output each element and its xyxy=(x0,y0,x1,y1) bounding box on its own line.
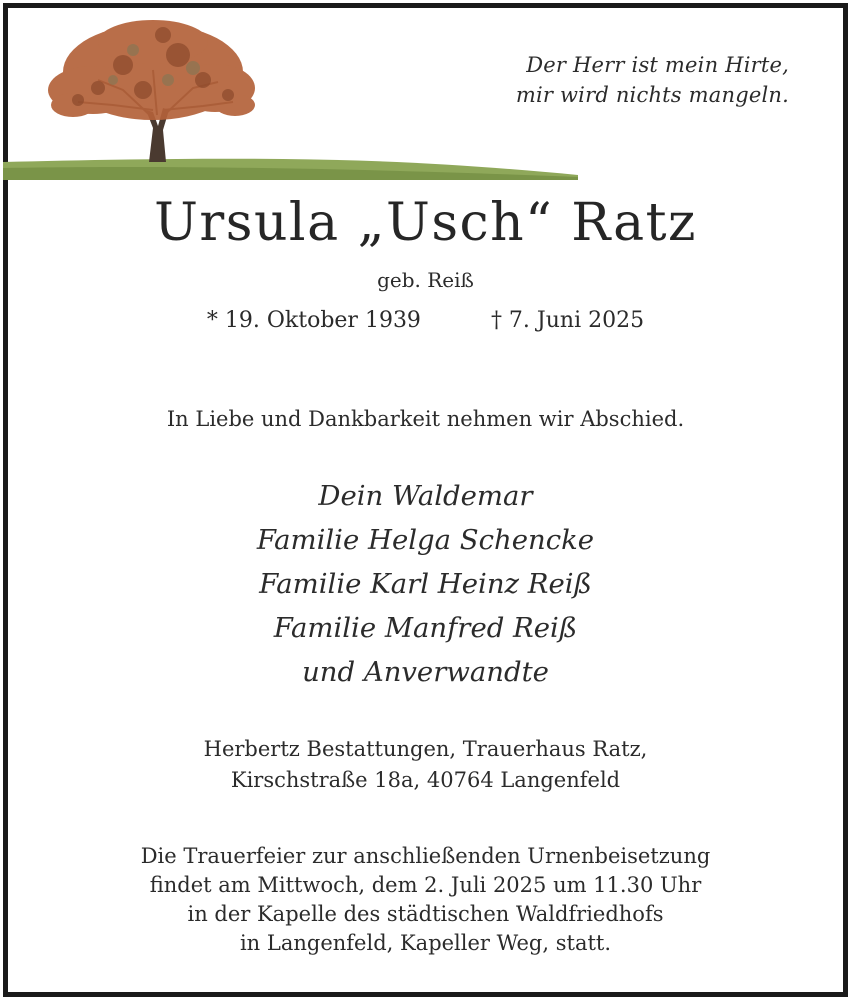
mourner-line: Familie Helga Schencke xyxy=(256,524,595,556)
ceremony-line: findet am Mittwoch, dem 2. Juli 2025 um 11.30 Uhr xyxy=(149,873,702,897)
mourner-line: Familie Manfred Reiß xyxy=(273,612,578,644)
mourner-line: Familie Karl Heinz Reiß xyxy=(259,568,592,600)
tree-on-hill-image xyxy=(3,10,578,180)
undertaker-address: Kirschstraße 18a, 40764 Langenfeld xyxy=(230,768,621,792)
death-date: † 7. Juni 2025 xyxy=(490,308,645,333)
maiden-name: geb. Reiß xyxy=(377,268,474,292)
life-dates xyxy=(0,308,851,333)
ceremony-line: Die Trauerfeier zur anschließenden Urnenbeisetzung xyxy=(140,844,711,868)
mourner-line: Dein Waldemar xyxy=(318,480,533,512)
ceremony-line: in Langenfeld, Kapeller Weg, statt. xyxy=(239,931,612,955)
undertaker-line: Herbertz Bestattungen, Trauerhaus Ratz, xyxy=(203,737,648,761)
birth-date: * 19. Oktober 1939 xyxy=(206,308,421,333)
mourners-list xyxy=(0,474,851,694)
bible-verse-line: mir wird nichts mangeln. xyxy=(515,83,789,107)
ceremony-line: in der Kapelle des städtischen Waldfriedhofs xyxy=(187,902,664,926)
bible-verse-line: Der Herr ist mein Hirte, xyxy=(526,53,789,77)
deceased-name: Ursula „Usch“ Ratz xyxy=(154,193,697,253)
bible-verse xyxy=(516,50,789,110)
ceremony-info xyxy=(0,842,851,958)
farewell-text: In Liebe und Dankbarkeit nehmen wir Abschied. xyxy=(166,407,685,431)
undertaker-info xyxy=(0,734,851,796)
mourner-line: und Anverwandte xyxy=(302,656,549,688)
